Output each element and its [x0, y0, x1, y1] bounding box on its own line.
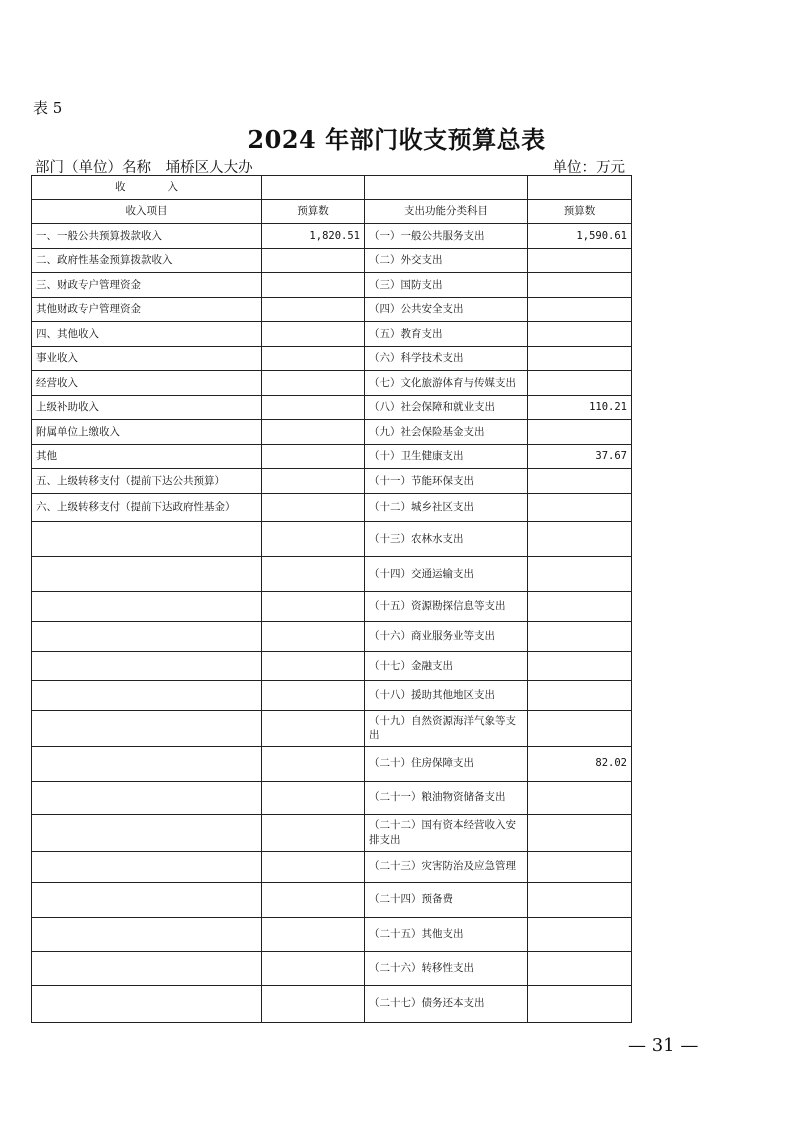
expense-budget-cell	[528, 493, 632, 522]
table-row	[32, 851, 632, 882]
expense-item-cell: （二十六）转移性支出	[365, 951, 528, 985]
column-header-expense-item: 支出功能分类科目	[365, 200, 528, 224]
table-row	[32, 322, 632, 347]
expense-item-cell: （二十一）粮油物资储备支出	[365, 781, 528, 814]
income-item-cell	[32, 522, 262, 557]
income-budget-cell	[262, 882, 365, 917]
table-row	[32, 346, 632, 371]
page-number: — 31 —	[628, 1035, 699, 1056]
expense-item-cell: （十三）农林水支出	[365, 522, 528, 557]
expense-budget-cell	[528, 420, 632, 445]
expense-budget-cell	[528, 814, 632, 851]
income-budget-cell	[262, 814, 365, 851]
income-item-cell	[32, 681, 262, 711]
expense-budget-cell	[528, 710, 632, 746]
table-row	[32, 710, 632, 746]
table-row	[32, 681, 632, 711]
income-budget-cell	[262, 622, 365, 652]
column-header-income-item: 收入项目	[32, 200, 262, 224]
expense-budget-cell	[528, 557, 632, 592]
expense-budget-cell	[528, 651, 632, 681]
income-item-cell	[32, 557, 262, 592]
department-label: 部门（单位）名称	[35, 160, 151, 176]
income-budget-cell	[262, 522, 365, 557]
empty-cell	[528, 176, 632, 200]
expense-item-cell: （三）国防支出	[365, 273, 528, 298]
expense-item-cell: （二十三）灾害防治及应急管理	[365, 851, 528, 882]
income-item-cell	[32, 814, 262, 851]
income-budget-cell	[262, 681, 365, 711]
expense-budget-cell: 1,590.61	[528, 224, 632, 249]
income-budget-cell	[262, 951, 365, 985]
income-budget-cell	[262, 420, 365, 445]
income-budget-cell	[262, 781, 365, 814]
income-item-cell: 二、政府性基金预算拨款收入	[32, 248, 262, 273]
expense-item-cell: （八）社会保障和就业支出	[365, 395, 528, 420]
table-row	[32, 882, 632, 917]
income-item-cell	[32, 917, 262, 951]
expense-budget-cell	[528, 371, 632, 396]
income-item-cell	[32, 985, 262, 1022]
expense-item-cell: （十四）交通运输支出	[365, 557, 528, 592]
income-budget-cell	[262, 746, 365, 781]
income-item-cell	[32, 622, 262, 652]
income-budget-cell: 1,820.51	[262, 224, 365, 249]
income-budget-cell	[262, 557, 365, 592]
income-budget-cell	[262, 469, 365, 494]
income-item-cell: 上级补助收入	[32, 395, 262, 420]
income-budget-cell	[262, 322, 365, 347]
expense-item-cell: （二十）住房保障支出	[365, 746, 528, 781]
table-row	[32, 951, 632, 985]
expense-budget-cell	[528, 985, 632, 1022]
income-budget-cell	[262, 444, 365, 469]
income-item-cell	[32, 710, 262, 746]
expense-budget-cell	[528, 851, 632, 882]
column-header-income-budget: 预算数	[262, 200, 365, 224]
expense-budget-cell: 110.21	[528, 395, 632, 420]
income-budget-cell	[262, 346, 365, 371]
table-row	[32, 917, 632, 951]
income-budget-cell	[262, 297, 365, 322]
table-row	[32, 444, 632, 469]
expense-budget-cell	[528, 951, 632, 985]
income-item-cell: 事业收入	[32, 346, 262, 371]
expense-budget-cell	[528, 781, 632, 814]
income-budget-cell	[262, 273, 365, 298]
table-row	[32, 420, 632, 445]
department-line	[35, 156, 253, 177]
expense-item-cell: （一）一般公共服务支出	[365, 224, 528, 249]
expense-budget-cell: 37.67	[528, 444, 632, 469]
table-row	[32, 592, 632, 622]
table-row	[32, 557, 632, 592]
table-row	[32, 781, 632, 814]
income-budget-cell	[262, 248, 365, 273]
expense-budget-cell: 82.02	[528, 746, 632, 781]
expense-item-cell: （十五）资源勘探信息等支出	[365, 592, 528, 622]
table-column-header-row	[32, 200, 632, 224]
expense-budget-cell	[528, 917, 632, 951]
expense-budget-cell	[528, 248, 632, 273]
income-item-cell: 附属单位上缴收入	[32, 420, 262, 445]
table-row	[32, 371, 632, 396]
expense-item-cell: （四）公共安全支出	[365, 297, 528, 322]
table-group-header-row	[32, 176, 632, 200]
income-item-cell	[32, 851, 262, 882]
column-header-expense-budget: 预算数	[528, 200, 632, 224]
income-item-cell	[32, 746, 262, 781]
expense-budget-cell	[528, 297, 632, 322]
table-row	[32, 469, 632, 494]
income-item-cell	[32, 781, 262, 814]
expense-budget-cell	[528, 346, 632, 371]
expense-item-cell: （二十二）国有资本经营收入安排支出	[365, 814, 528, 851]
income-budget-cell	[262, 371, 365, 396]
expense-item-cell: （十八）援助其他地区支出	[365, 681, 528, 711]
table-row	[32, 622, 632, 652]
expense-budget-cell	[528, 522, 632, 557]
expense-item-cell: （十二）城乡社区支出	[365, 493, 528, 522]
income-item-cell: 其他	[32, 444, 262, 469]
income-item-cell: 三、财政专户管理资金	[32, 273, 262, 298]
income-item-cell: 四、其他收入	[32, 322, 262, 347]
expense-item-cell: （十九）自然资源海洋气象等支出	[365, 710, 528, 746]
expense-budget-cell	[528, 681, 632, 711]
table-number: 表 5	[33, 99, 63, 117]
table-row	[32, 814, 632, 851]
table-row	[32, 273, 632, 298]
page-title: 2024 年部门收支预算总表	[247, 125, 546, 154]
income-item-cell: 经营收入	[32, 371, 262, 396]
income-item-cell: 一、一般公共预算拨款收入	[32, 224, 262, 249]
income-item-cell: 其他财政专户管理资金	[32, 297, 262, 322]
income-budget-cell	[262, 395, 365, 420]
table-row	[32, 248, 632, 273]
unit-label: 单位：万元	[552, 160, 625, 176]
income-item-cell	[32, 882, 262, 917]
income-group-header: 收 入	[32, 176, 262, 200]
table-row	[32, 493, 632, 522]
table-row	[32, 395, 632, 420]
table-row	[32, 224, 632, 249]
expense-budget-cell	[528, 322, 632, 347]
expense-item-cell: （九）社会保险基金支出	[365, 420, 528, 445]
expense-item-cell: （七）文化旅游体育与传媒支出	[365, 371, 528, 396]
income-budget-cell	[262, 985, 365, 1022]
expense-item-cell: （五）教育支出	[365, 322, 528, 347]
expense-item-cell: （二十四）预备费	[365, 882, 528, 917]
expense-item-cell: （十）卫生健康支出	[365, 444, 528, 469]
income-item-cell	[32, 651, 262, 681]
expense-budget-cell	[528, 469, 632, 494]
income-budget-cell	[262, 592, 365, 622]
empty-cell	[262, 176, 365, 200]
expense-item-cell: （十七）金融支出	[365, 651, 528, 681]
table-row	[32, 746, 632, 781]
income-budget-cell	[262, 917, 365, 951]
expense-item-cell: （二十七）债务还本支出	[365, 985, 528, 1022]
expense-budget-cell	[528, 882, 632, 917]
expense-item-cell: （十六）商业服务业等支出	[365, 622, 528, 652]
income-budget-cell	[262, 710, 365, 746]
expense-item-cell: （二十五）其他支出	[365, 917, 528, 951]
table-row	[32, 522, 632, 557]
expense-item-cell: （十一）节能环保支出	[365, 469, 528, 494]
expense-budget-cell	[528, 622, 632, 652]
budget-summary-table	[31, 175, 632, 1023]
expense-item-cell: （二）外交支出	[365, 248, 528, 273]
income-budget-cell	[262, 851, 365, 882]
income-item-cell	[32, 592, 262, 622]
expense-budget-cell	[528, 592, 632, 622]
empty-cell	[365, 176, 528, 200]
expense-item-cell: （六）科学技术支出	[365, 346, 528, 371]
expense-budget-cell	[528, 273, 632, 298]
income-item-cell: 六、上级转移支付（提前下达政府性基金）	[32, 493, 262, 522]
income-item-cell	[32, 951, 262, 985]
income-budget-cell	[262, 651, 365, 681]
table-row	[32, 297, 632, 322]
table-row	[32, 651, 632, 681]
department-name: 埇桥区人大办	[165, 160, 253, 176]
table-row	[32, 985, 632, 1022]
income-budget-cell	[262, 493, 365, 522]
income-item-cell: 五、上级转移支付（提前下达公共预算）	[32, 469, 262, 494]
